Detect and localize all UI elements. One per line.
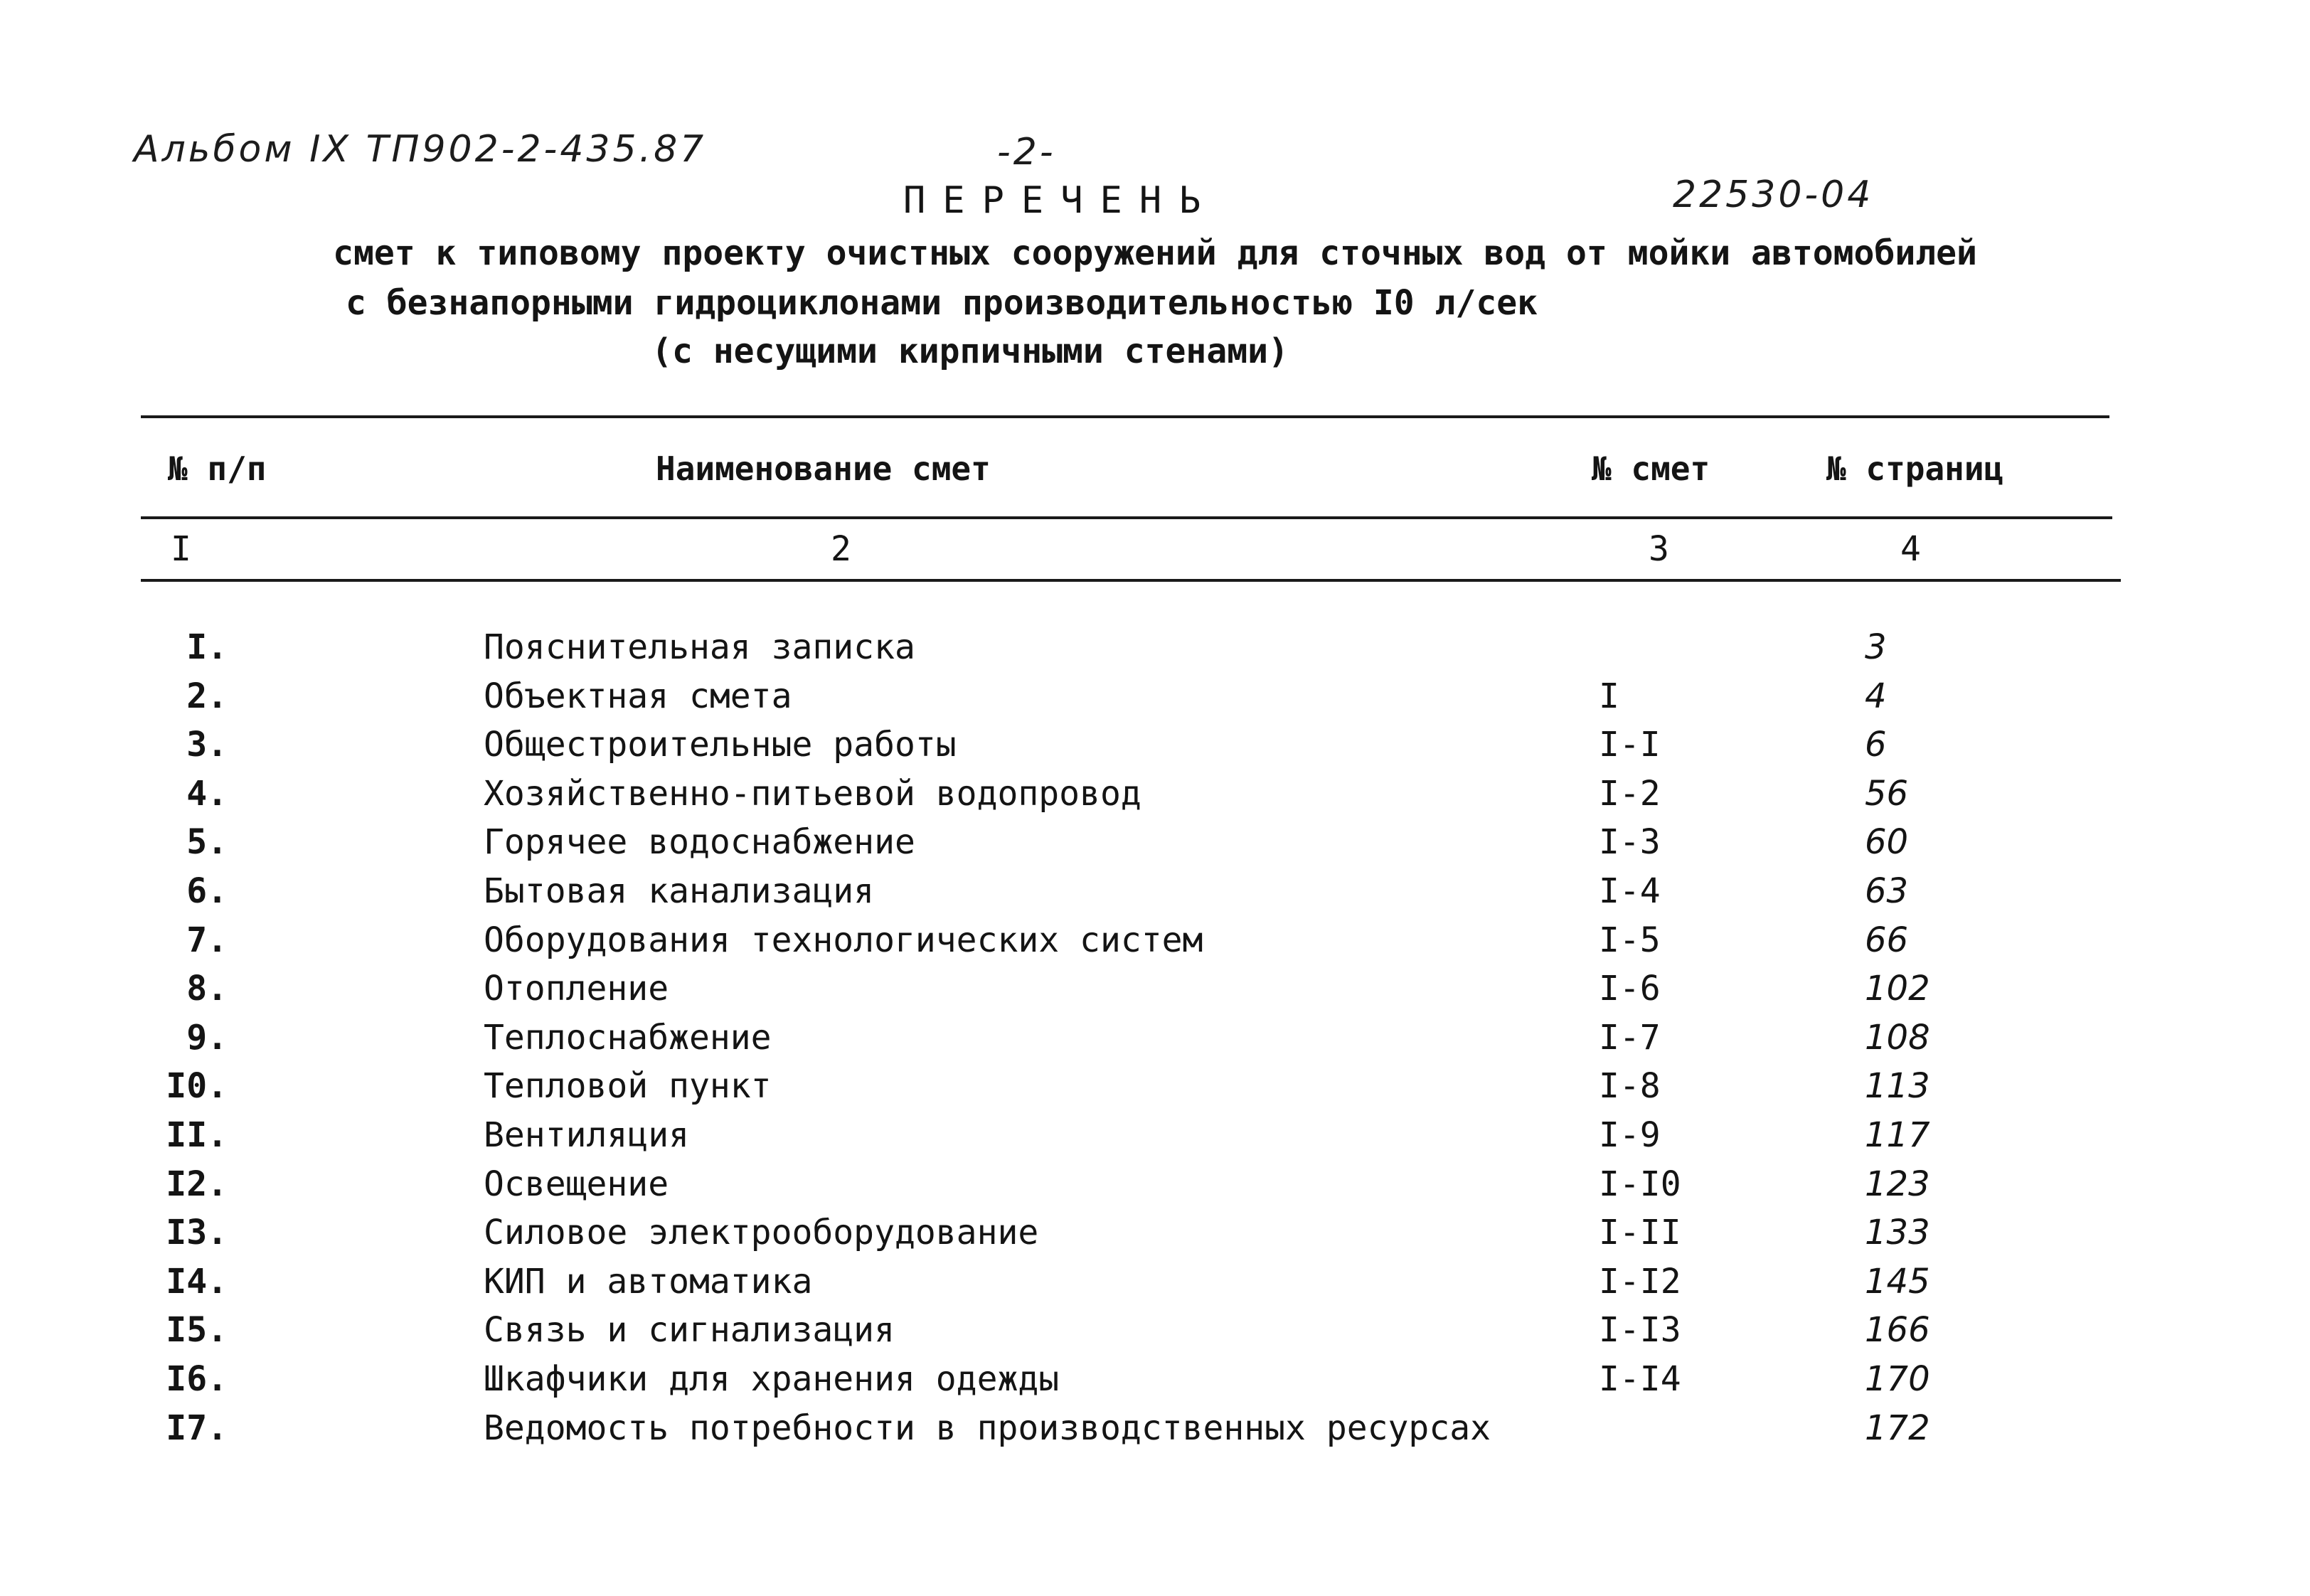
row-number: 5. xyxy=(186,822,228,862)
column-number-3: 3 xyxy=(1649,529,1669,569)
row-number: 8. xyxy=(186,969,228,1009)
row-number: I5. xyxy=(166,1310,228,1350)
row-estimate-number: I-9 xyxy=(1599,1115,1661,1155)
header-bottom-rule xyxy=(141,516,2112,519)
row-page-number: 117 xyxy=(1865,1115,1930,1155)
row-name: Общестроительные работы xyxy=(484,725,957,765)
document-title: ПЕРЕЧЕНЬ xyxy=(903,179,1218,222)
row-page-number: 123 xyxy=(1865,1164,1930,1204)
row-number: 3. xyxy=(186,725,228,765)
row-name: Объектная смета xyxy=(484,676,792,716)
row-page-number: 145 xyxy=(1865,1262,1930,1302)
row-page-number: 133 xyxy=(1865,1213,1930,1252)
row-page-number: 102 xyxy=(1865,969,1930,1009)
row-estimate-number: I-I4 xyxy=(1599,1359,1681,1399)
row-estimate-number: I-4 xyxy=(1599,871,1661,911)
row-number: 2. xyxy=(186,676,228,716)
row-name: Шкафчики для хранения одежды xyxy=(484,1359,1060,1399)
album-reference: Альбом IX ТП902-2-435.87 xyxy=(134,128,707,171)
row-number: 4. xyxy=(186,774,228,814)
row-name: КИП и автоматика xyxy=(484,1262,813,1302)
row-number: I0. xyxy=(166,1066,228,1106)
row-number: 6. xyxy=(186,871,228,911)
row-number: I. xyxy=(186,627,228,667)
row-estimate-number: I-I xyxy=(1599,725,1661,765)
row-name: Горячее водоснабжение xyxy=(484,822,915,862)
row-page-number: 56 xyxy=(1865,774,1909,814)
row-name: Бытовая канализация xyxy=(484,871,875,911)
row-number: 9. xyxy=(186,1018,228,1058)
row-estimate-number: I-5 xyxy=(1599,920,1661,960)
row-page-number: 66 xyxy=(1865,920,1909,960)
row-estimate-number: I-I0 xyxy=(1599,1164,1681,1204)
row-name: Хозяйственно-питьевой водопровод xyxy=(484,774,1141,814)
row-name: Связь и сигнализация xyxy=(484,1310,895,1350)
subtitle-line-1: смет к типовому проекту очистных сооружений для сточных вод от мойки автомобилей xyxy=(333,233,1977,273)
row-estimate-number: I-I3 xyxy=(1599,1310,1681,1350)
row-page-number: 63 xyxy=(1865,871,1909,911)
row-name: Теплоснабжение xyxy=(484,1018,772,1058)
row-page-number: 113 xyxy=(1865,1066,1930,1106)
row-estimate-number: I-7 xyxy=(1599,1018,1661,1058)
column-number-2: 2 xyxy=(831,529,851,569)
row-estimate-number: I-3 xyxy=(1599,822,1661,862)
row-name: Отопление xyxy=(484,969,669,1009)
row-number: II. xyxy=(166,1115,228,1155)
row-number: I3. xyxy=(166,1213,228,1252)
row-page-number: 4 xyxy=(1865,676,1887,716)
column-number-1: I xyxy=(171,529,191,569)
row-page-number: 108 xyxy=(1865,1018,1930,1058)
row-page-number: 3 xyxy=(1865,627,1887,667)
row-number: I2. xyxy=(166,1164,228,1204)
row-name: Вентиляция xyxy=(484,1115,689,1155)
row-page-number: 172 xyxy=(1865,1408,1930,1448)
row-estimate-number: I-I2 xyxy=(1599,1262,1681,1302)
row-estimate-number: I-6 xyxy=(1599,969,1661,1009)
row-page-number: 6 xyxy=(1865,725,1887,765)
row-name: Ведомость потребности в производственных ресурсах xyxy=(484,1408,1491,1448)
header-estimate-number: № смет xyxy=(1592,449,1710,488)
row-number: I4. xyxy=(166,1262,228,1302)
header-estimate-name: Наименование смет xyxy=(656,449,991,488)
row-page-number: 166 xyxy=(1865,1310,1930,1350)
row-estimate-number: I-II xyxy=(1599,1213,1681,1252)
row-name: Освещение xyxy=(484,1164,669,1204)
row-name: Пояснительная записка xyxy=(484,627,915,667)
page-number: -2- xyxy=(997,131,1056,174)
column-numbers-bottom-rule xyxy=(141,579,2121,582)
table-top-rule xyxy=(141,415,2109,418)
row-estimate-number: I-2 xyxy=(1599,774,1661,814)
row-number: 7. xyxy=(186,920,228,960)
row-estimate-number: I xyxy=(1599,676,1619,716)
row-number: I7. xyxy=(166,1408,228,1448)
row-number: I6. xyxy=(166,1359,228,1399)
header-item-number: № п/п xyxy=(168,449,267,488)
subtitle-line-3: (с несущими кирпичными стенами) xyxy=(651,331,1289,371)
row-name: Оборудования технологических систем xyxy=(484,920,1203,960)
header-page-number: № страниц xyxy=(1826,449,2004,488)
row-page-number: 60 xyxy=(1865,822,1909,862)
document-code: 22530-04 xyxy=(1673,174,1874,216)
row-estimate-number: I-8 xyxy=(1599,1066,1661,1106)
subtitle-line-2: с безнапорными гидроциклонами производительностью I0 л/сек xyxy=(345,283,1538,323)
row-name: Тепловой пункт xyxy=(484,1066,772,1106)
column-number-4: 4 xyxy=(1900,529,1921,569)
row-name: Силовое электрооборудование xyxy=(484,1213,1039,1252)
row-page-number: 170 xyxy=(1865,1359,1930,1399)
